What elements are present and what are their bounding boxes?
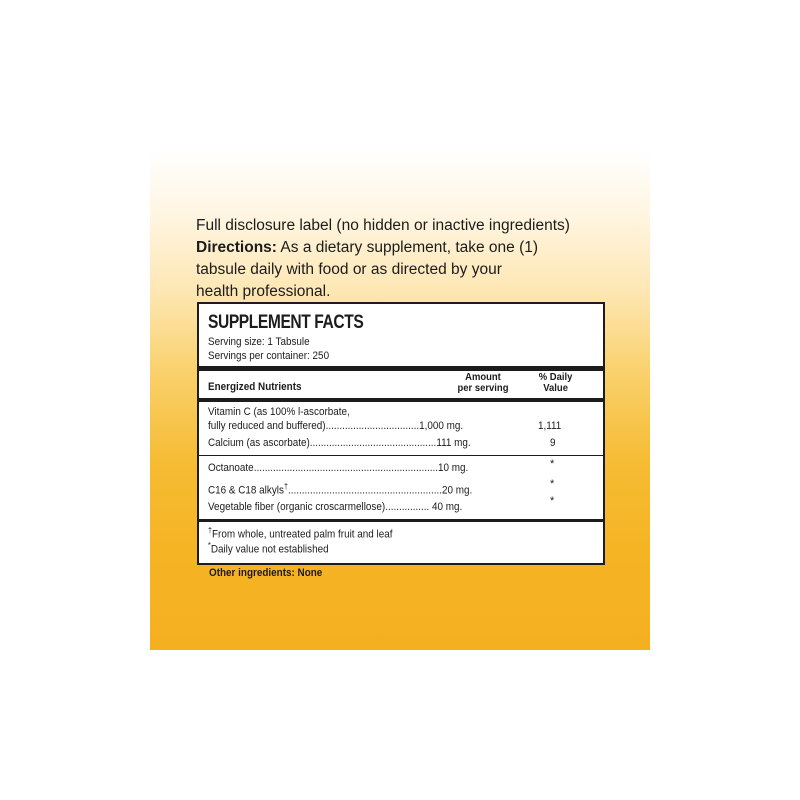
row-vitamin-c-leader: .................................. (325, 420, 420, 432)
row-calcium (208, 437, 471, 449)
directions-line (196, 237, 616, 259)
row-vitamin-c-name-2: fully reduced and buffered) (208, 420, 326, 432)
header-daily-value (534, 372, 577, 394)
directions-text-1: As a dietary supplement, take one (1) (280, 239, 539, 256)
header-amount (447, 372, 519, 394)
facts-title: SUPPLEMENT FACTS (208, 312, 364, 333)
header-amount-line2: per serving (457, 382, 509, 394)
directions-text-3: health professional. (196, 283, 331, 300)
footnote-star-text: Daily value not established (210, 543, 329, 556)
row-fiber-amount: 40 (431, 501, 443, 513)
intro-text (196, 215, 616, 303)
supplement-facts-panel (197, 302, 605, 565)
row-octanoate-dv: * (550, 458, 555, 470)
row-vitamin-c-dv: 1,111 (538, 420, 562, 432)
row-octanoate-leader: ................................................................... (253, 462, 438, 474)
header-nutrients: Energized Nutrients (208, 381, 302, 393)
serving-size: Serving size: 1 Tabsule (208, 336, 310, 348)
disclosure-line: Full disclosure label (no hidden or inactive ingredients) (196, 217, 570, 234)
header-dv-line2: Value (543, 382, 568, 394)
section-rule (199, 455, 603, 456)
row-vitamin-c-name-1: Vitamin C (as 100% l-ascorbate, (208, 406, 350, 418)
header-amount-line1: Amount (465, 371, 501, 383)
other-ingredients: Other ingredients: None (209, 567, 323, 579)
row-calcium-name: Calcium (as ascorbate) (208, 437, 310, 449)
directions-label: Directions: (196, 239, 277, 256)
header-dv-line1: % Daily (538, 371, 573, 383)
servings-per-container: Servings per container: 250 (208, 350, 330, 362)
row-octanoate-name: Octanoate (208, 462, 254, 474)
header-rule (199, 398, 603, 402)
row-vitamin-c-amount: 1,000 (419, 420, 444, 432)
footnote-dagger-text: From whole, untreated palm fruit and leaf (212, 528, 393, 541)
row-alkyls (208, 482, 472, 497)
row-octanoate-unit: mg. (451, 462, 469, 474)
row-alkyls-dv: * (550, 478, 555, 490)
footnote-dagger (208, 526, 393, 541)
row-calcium-leader: .............................................. (309, 437, 437, 449)
row-fiber (208, 501, 462, 513)
footnote-rule (199, 519, 603, 522)
row-octanoate (208, 462, 468, 474)
row-fiber-name: Vegetable fiber (organic croscarmellose) (208, 501, 386, 513)
row-alkyls-amount: 20 (441, 484, 454, 497)
row-fiber-dv: * (550, 495, 555, 507)
row-fiber-unit: mg. (445, 501, 463, 513)
row-alkyls-unit: mg. (455, 484, 473, 497)
row-calcium-dv: 9 (550, 437, 556, 449)
row-vitamin-c (208, 420, 463, 432)
row-calcium-unit: mg. (454, 437, 471, 449)
row-alkyls-dagger: † (283, 482, 288, 491)
row-fiber-leader: ................ (385, 501, 430, 513)
footnote-star (208, 541, 329, 556)
row-vitamin-c-unit: mg. (446, 420, 464, 432)
row-calcium-amount: 111 (436, 437, 452, 449)
row-alkyls-name: C16 & C18 alkyls (208, 484, 284, 497)
row-alkyls-leader: ........................................................ (287, 484, 442, 497)
footnote-star-mark: * (208, 541, 211, 550)
row-octanoate-amount: 10 (437, 462, 450, 474)
footnote-dagger-mark: † (208, 526, 213, 535)
directions-text-2: tabsule daily with food or as directed by your (196, 261, 502, 278)
